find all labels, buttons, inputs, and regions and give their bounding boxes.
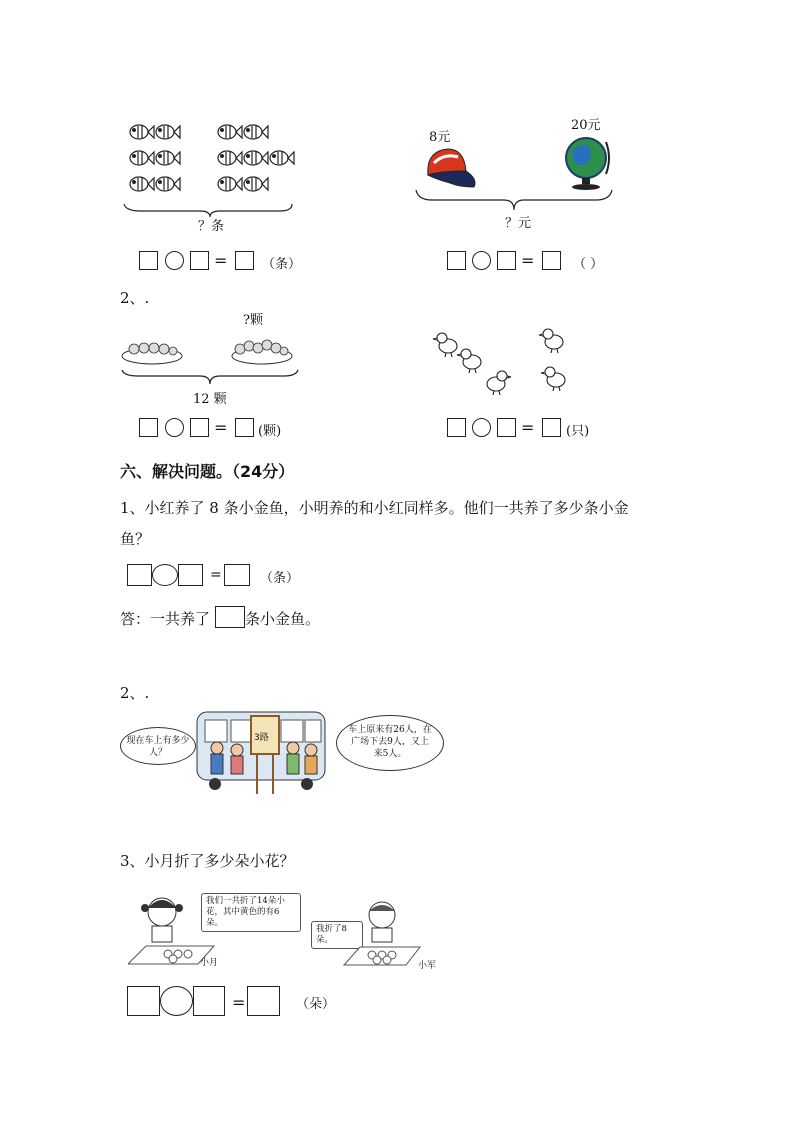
right-bubble-text: 车上原来有26人，在广场下去9人，又上来5人。: [348, 725, 432, 759]
answer-box[interactable]: [447, 251, 466, 270]
left-thought-bubble: [120, 727, 196, 765]
answer-box[interactable]: [139, 418, 158, 437]
q1-text-line1: 1、小红养了 8 条小金鱼，小明养的和小红同样多。他们一共养了多少条小金: [120, 499, 629, 517]
fish-icon: [270, 151, 294, 165]
price-globe-label: 20元: [571, 118, 601, 133]
answer-box[interactable]: [497, 251, 516, 270]
section-title: 六、解决问题。（24分）: [120, 462, 295, 481]
answer-box[interactable]: [497, 418, 516, 437]
equals-sign: =: [210, 567, 222, 583]
cap-picture: [420, 143, 480, 193]
unit-label: （ ）: [573, 257, 604, 272]
q1-answer-suffix: 条小金鱼。: [245, 610, 321, 628]
fish-icon: [218, 125, 242, 139]
q1-text-line2: 鱼？: [120, 530, 151, 548]
answer-box[interactable]: [447, 418, 466, 437]
fish-icon: [156, 177, 180, 191]
speech-left-text: 我们一共折了14朵小花，其中黄色的有6朵。: [206, 896, 285, 928]
speech-right-text: 我折了8朵。: [316, 924, 347, 945]
cap-globe-brace-label: ？元: [505, 216, 532, 231]
fish-icon: [244, 151, 268, 165]
answer-box[interactable]: [190, 251, 209, 270]
unit-label: (只): [566, 424, 590, 439]
name-left: 小月: [200, 958, 219, 968]
bus-sign: 3路: [254, 733, 269, 743]
answer-box[interactable]: [235, 251, 254, 270]
answer-box[interactable]: [215, 606, 245, 628]
answer-box[interactable]: [235, 418, 254, 437]
equals-sign: =: [521, 251, 535, 270]
candy-top-label: ?颗: [243, 313, 263, 328]
bus-scene-picture: [195, 708, 335, 796]
equals-sign: =: [232, 993, 246, 1012]
candy-bottom-label: 12 颗: [193, 392, 227, 407]
equals-sign: =: [214, 418, 228, 437]
q1-answer-prefix: 答：一共养了: [120, 610, 211, 628]
question-number: 2、.: [120, 684, 150, 702]
fish-icon: [244, 177, 268, 191]
operator-circle[interactable]: [472, 418, 491, 437]
price-cap-label: 8元: [429, 130, 451, 145]
unit-label: (颗): [258, 424, 282, 439]
unit-label: （条）: [260, 571, 300, 586]
fish-group-picture: [120, 118, 300, 218]
operator-circle[interactable]: [472, 251, 491, 270]
operator-circle[interactable]: [160, 986, 193, 1016]
question-number: 2、.: [120, 289, 150, 307]
fish-icon: [130, 151, 154, 165]
right-thought-bubble: [336, 715, 444, 771]
answer-box[interactable]: [127, 986, 160, 1016]
fish-brace-label: ？条: [198, 219, 225, 234]
equals-sign: =: [214, 251, 228, 270]
answer-box[interactable]: [247, 986, 280, 1016]
unit-label: （朵）: [296, 997, 336, 1012]
operator-circle[interactable]: [165, 418, 184, 437]
unit-label: （条）: [262, 257, 302, 272]
fish-icon: [156, 151, 180, 165]
answer-box[interactable]: [224, 564, 250, 586]
answer-box[interactable]: [178, 564, 203, 586]
fish-icon: [218, 177, 242, 191]
q3-text: 3、小月折了多少朵小花？: [120, 852, 295, 870]
fish-icon: [156, 125, 180, 139]
operator-circle[interactable]: [165, 251, 184, 270]
operator-circle[interactable]: [152, 564, 178, 586]
answer-box[interactable]: [139, 251, 158, 270]
name-right: 小军: [418, 961, 437, 971]
answer-box[interactable]: [542, 251, 561, 270]
chicks-picture: [430, 326, 580, 402]
equals-sign: =: [521, 418, 535, 437]
fish-icon: [218, 151, 242, 165]
fish-icon: [130, 125, 154, 139]
answer-box[interactable]: [542, 418, 561, 437]
left-bubble-text: 现在车上有多少人？: [126, 736, 190, 758]
answer-box[interactable]: [190, 418, 209, 437]
fish-icon: [244, 125, 268, 139]
globe-picture: [562, 132, 612, 192]
answer-box[interactable]: [127, 564, 152, 586]
speech-left: [201, 893, 301, 932]
candy-plates-picture: [118, 326, 302, 386]
fish-icon: [130, 177, 154, 191]
answer-box[interactable]: [193, 986, 225, 1016]
